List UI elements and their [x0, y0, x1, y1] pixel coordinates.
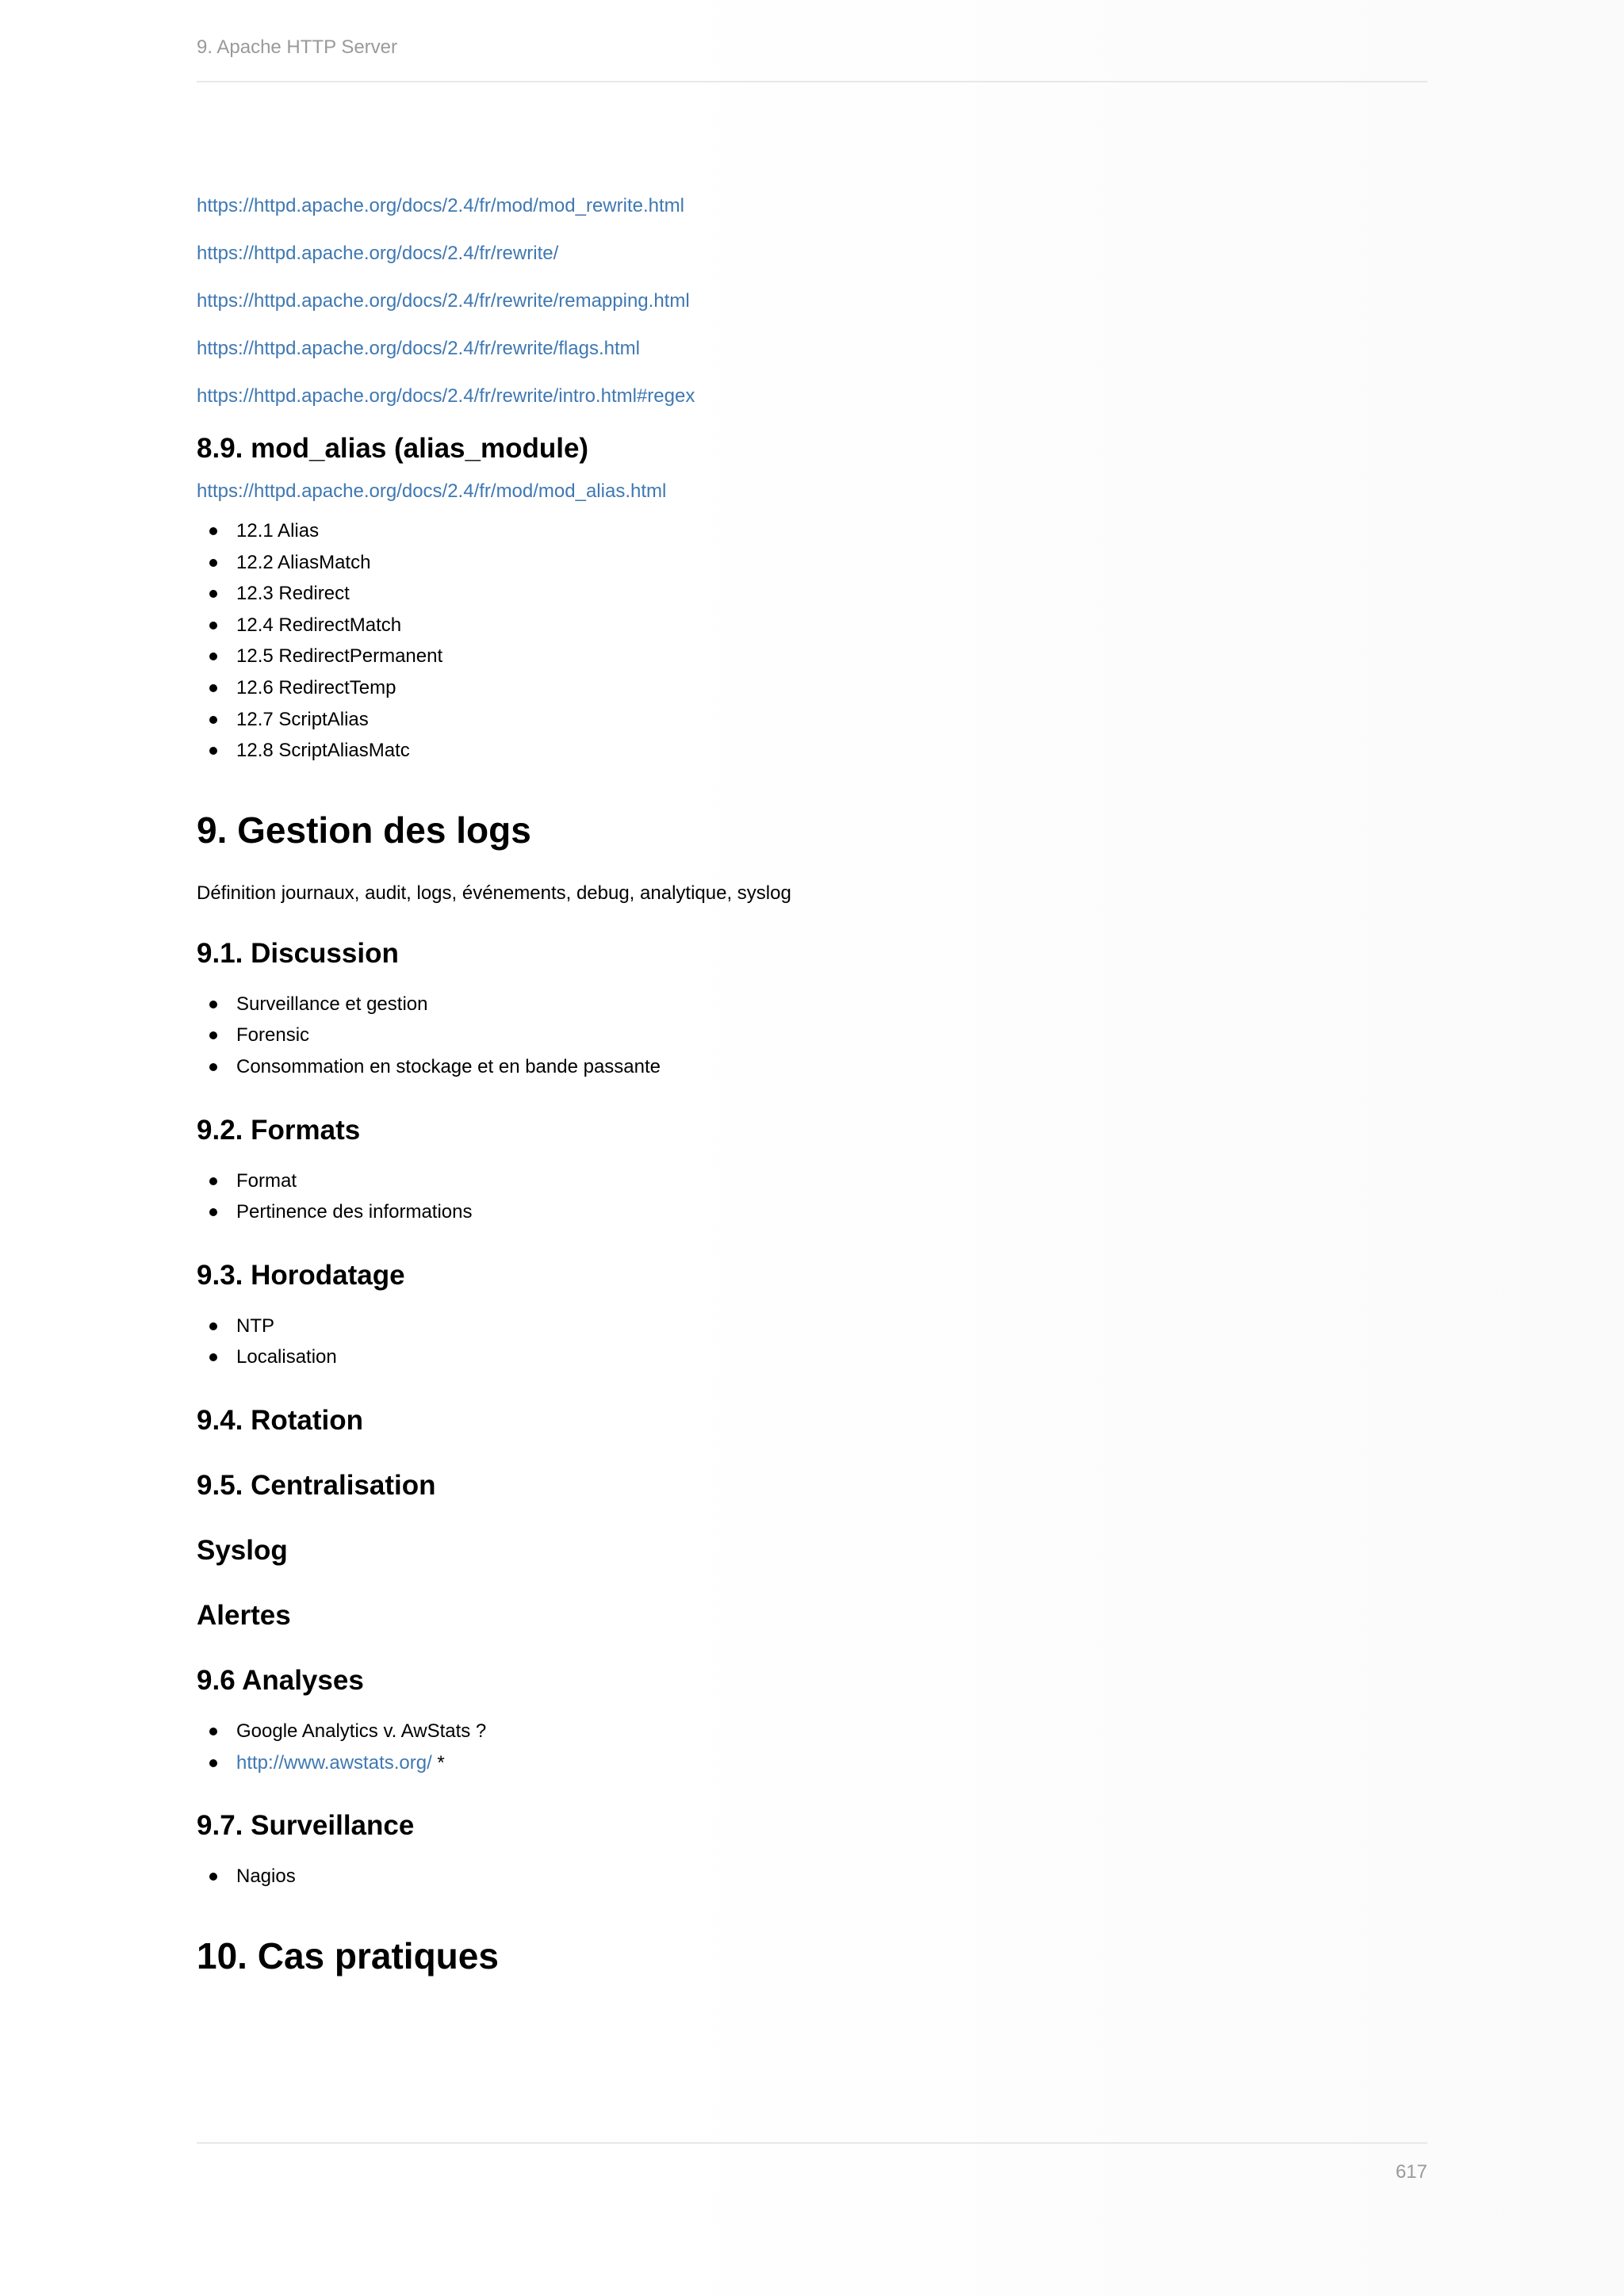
running-header-title: 9. Apache HTTP Server [197, 36, 398, 58]
list-item-text: Pertinence des informations [236, 1201, 473, 1223]
list-item-text: 12.4 RedirectMatch [236, 614, 402, 636]
section-heading-syslog: Syslog [197, 1534, 288, 1566]
section-heading-alertes: Alertes [197, 1599, 291, 1631]
list-item [197, 1165, 1427, 1197]
bullet-icon [209, 684, 217, 692]
bullet-icon [209, 527, 217, 535]
analyses-list [197, 1716, 1427, 1778]
list-item-suffix: * [431, 1751, 445, 1774]
bullet-icon [209, 590, 217, 598]
list-item-text: 12.2 AliasMatch [236, 551, 371, 573]
list-item [197, 1020, 1427, 1051]
list-item [197, 547, 1427, 579]
bullet-icon [209, 1063, 217, 1071]
chapter-heading-logs: 9. Gestion des logs [197, 809, 531, 851]
bullet-icon [209, 1322, 217, 1330]
section-heading-centralisation: 9.5. Centralisation [197, 1469, 436, 1501]
section-heading-formats: 9.2. Formats [197, 1114, 361, 1146]
rewrite-links-list [197, 193, 1427, 409]
list-item-text: 12.5 RedirectPermanent [236, 645, 443, 668]
section-heading-rotation: 9.4. Rotation [197, 1404, 364, 1436]
bullet-icon [209, 747, 217, 755]
mod-alias-list [197, 515, 1427, 767]
bullet-icon [209, 1728, 217, 1735]
link-rewrite-remapping[interactable]: https://httpd.apache.org/docs/2.4/fr/rewrite/remapping.html [197, 290, 690, 312]
formats-list [197, 1165, 1427, 1228]
link-mod-rewrite[interactable]: https://httpd.apache.org/docs/2.4/fr/mod/mod_rewrite.html [197, 195, 684, 216]
chapter-heading-cas-pratiques: 10. Cas pratiques [197, 1934, 499, 1976]
list-item [197, 641, 1427, 672]
horodatage-list [197, 1311, 1427, 1373]
list-item [197, 1311, 1427, 1342]
page-header [197, 36, 1427, 82]
link-awstats[interactable]: http://www.awstats.org/ [236, 1751, 432, 1774]
bullet-icon [209, 716, 217, 724]
list-item-text: Localisation [236, 1346, 337, 1368]
list-item [197, 1716, 1427, 1747]
discussion-list [197, 989, 1427, 1083]
page-number: 617 [1395, 2161, 1427, 2183]
bullet-icon [209, 652, 217, 660]
bullet-icon [209, 1873, 217, 1881]
list-item [197, 704, 1427, 736]
list-item-text: 12.6 RedirectTemp [236, 676, 396, 698]
bullet-icon [209, 1031, 217, 1039]
list-item [197, 735, 1427, 767]
section-heading-mod-alias: 8.9. mod_alias (alias_module) [197, 433, 589, 464]
bullet-icon [209, 1759, 217, 1767]
link-rewrite-flags[interactable]: https://httpd.apache.org/docs/2.4/fr/rewrite/flags.html [197, 338, 640, 359]
link-mod-alias[interactable]: https://httpd.apache.org/docs/2.4/fr/mod/mod_alias.html [197, 480, 667, 502]
list-item-text: 12.3 Redirect [236, 583, 350, 605]
link-rewrite-intro-regex[interactable]: https://httpd.apache.org/docs/2.4/fr/rewrite/intro.html#regex [197, 385, 695, 407]
bullet-icon [209, 1353, 217, 1361]
section-heading-surveillance: 9.7. Surveillance [197, 1810, 415, 1842]
list-item-text: Nagios [236, 1866, 296, 1888]
bullet-icon [209, 559, 217, 567]
list-item-text: 12.1 Alias [236, 520, 320, 541]
list-item [197, 1196, 1427, 1228]
surveillance-list [197, 1861, 1427, 1892]
section-heading-horodatage: 9.3. Horodatage [197, 1259, 405, 1291]
bullet-icon [209, 622, 217, 629]
list-item [197, 1341, 1427, 1373]
list-item-text: 12.8 ScriptAliasMatc [236, 740, 410, 762]
link-rewrite[interactable]: https://httpd.apache.org/docs/2.4/fr/rewrite/ [197, 243, 559, 264]
bullet-icon [209, 1177, 217, 1185]
list-item [197, 1747, 1427, 1779]
list-item-text: Consommation en stockage et en bande passante [236, 1055, 661, 1077]
bullet-icon [209, 1001, 217, 1008]
list-item [197, 1861, 1427, 1892]
list-item [197, 672, 1427, 704]
list-item [197, 515, 1427, 547]
list-item-text: Google Analytics v. AwStats ? [236, 1720, 487, 1742]
bullet-icon [209, 1208, 217, 1216]
list-item-text: Format [236, 1169, 297, 1192]
list-item [197, 578, 1427, 610]
list-item [197, 610, 1427, 641]
section-heading-discussion: 9.1. Discussion [197, 937, 399, 969]
list-item-text: 12.7 ScriptAlias [236, 708, 369, 730]
list-item-text: NTP [236, 1314, 274, 1337]
logs-definition: Définition journaux, audit, logs, événements, debug, analytique, syslog [197, 882, 791, 904]
list-item [197, 989, 1427, 1020]
list-item-text: Surveillance et gestion [236, 993, 428, 1015]
main-content [197, 193, 1427, 2007]
section-heading-analyses: 9.6 Analyses [197, 1664, 364, 1696]
list-item [197, 1051, 1427, 1083]
page-footer [197, 2142, 1427, 2183]
list-item-text: Forensic [236, 1024, 310, 1047]
